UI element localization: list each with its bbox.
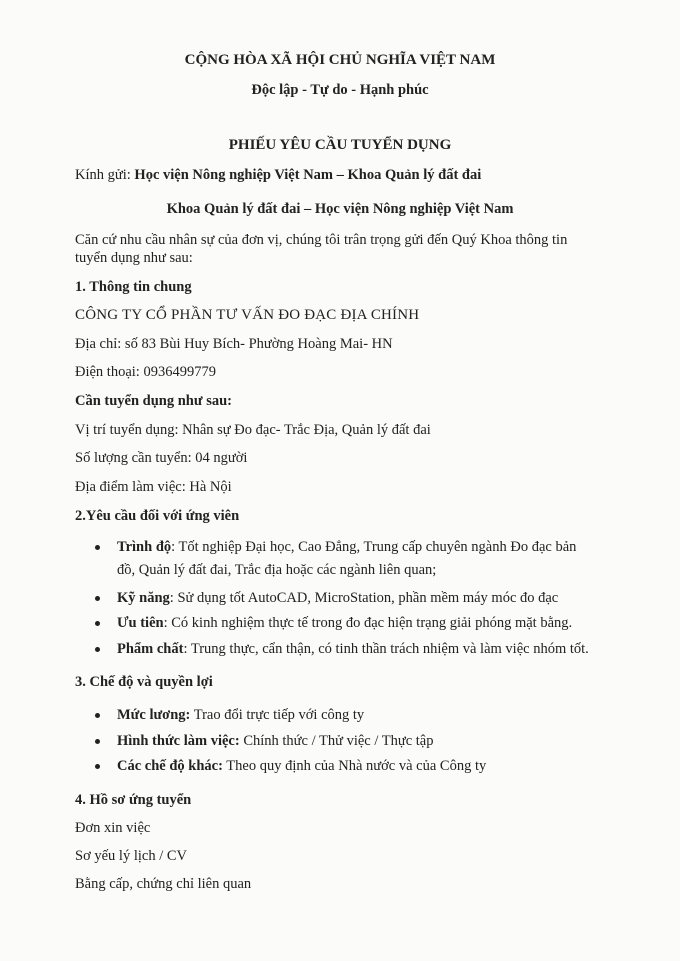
requirement-continuation: đồ, Quản lý đất đai, Trắc địa hoặc các ngành liên quan;	[117, 562, 437, 578]
application-item: Đơn xin việc	[75, 820, 151, 836]
position: Vị trí tuyển dụng: Nhân sự Đo đạc- Trắc Địa, Quản lý đất đai	[75, 422, 431, 438]
requirement-label: Ưu tiên	[117, 615, 164, 631]
recipient-prefix: Kính gửi:	[75, 167, 135, 183]
section1-heading: 1. Thông tin chung	[75, 279, 192, 295]
requirement-text: : Tốt nghiệp Đại học, Cao Đẳng, Trung cấp chuyên ngành Đo đạc bản	[171, 539, 577, 555]
benefit-label: Mức lương:	[117, 707, 191, 723]
requirement-label: Phẩm chất	[117, 641, 184, 657]
requirement-text: : Có kinh nghiệm thực tế trong đo đạc hiện trạng giải phóng mặt bằng.	[163, 615, 573, 631]
recipient-name: Học viện Nông nghiệp Việt Nam – Khoa Quản lý đất đai	[134, 167, 482, 183]
benefit-text: Theo quy định của Nhà nước và của Công ty	[222, 758, 487, 774]
recipient-line	[75, 166, 481, 184]
section2-heading: 2.Yêu cầu đối với ứng viên	[75, 508, 240, 524]
document-title: PHIẾU YÊU CẦU TUYỂN DỤNG	[228, 137, 452, 153]
quantity: Số lượng cần tuyển: 04 người	[75, 450, 248, 466]
application-item: Sơ yếu lý lịch / CV	[75, 848, 187, 864]
intro-line-1: Căn cứ nhu cầu nhân sự của đơn vị, chúng tôi trân trọng gửi đến Quý Khoa thông tin	[75, 232, 568, 248]
requirement-text: : Sử dụng tốt AutoCAD, MicroStation, phần mềm máy móc đo đạc	[169, 590, 559, 606]
company-name: CÔNG TY CỔ PHẦN TƯ VẤN ĐO ĐẠC ĐỊA CHÍNH	[75, 307, 420, 323]
bullet-icon	[95, 647, 100, 652]
bullet-icon	[95, 739, 100, 744]
intro-line-2: tuyển dụng như sau:	[75, 250, 193, 266]
needs-heading: Cần tuyển dụng như sau:	[75, 393, 232, 409]
motto: Độc lập - Tự do - Hạnh phúc	[251, 82, 429, 98]
requirement-text: : Trung thực, cẩn thận, có tinh thần trách nhiệm và làm việc nhóm tốt.	[183, 641, 589, 657]
benefit-label: Hình thức làm việc:	[117, 733, 240, 749]
bullet-icon	[95, 545, 100, 550]
application-item: Bằng cấp, chứng chỉ liên quan	[75, 876, 252, 892]
recipient-line-2: Khoa Quản lý đất đai – Học viện Nông nghiệp Việt Nam	[166, 201, 514, 217]
bullet-icon	[95, 621, 100, 626]
section4-heading: 4. Hồ sơ ứng tuyển	[75, 792, 192, 808]
bullet-icon	[95, 596, 100, 601]
country-header: CỘNG HÒA XÃ HỘI CHỦ NGHĨA VIỆT NAM	[184, 52, 496, 68]
benefit-label: Các chế độ khác:	[117, 758, 223, 774]
bullet-icon	[95, 713, 100, 718]
benefit-text: Trao đổi trực tiếp với công ty	[190, 707, 365, 723]
requirement-label: Trình độ	[117, 539, 172, 555]
section3-heading: 3. Chế độ và quyền lợi	[75, 674, 213, 690]
location: Địa điểm làm việc: Hà Nội	[75, 479, 232, 495]
bullet-icon	[95, 764, 100, 769]
address: Địa chỉ: số 83 Bùi Huy Bích- Phường Hoàng Mai- HN	[75, 336, 393, 352]
requirement-label: Kỹ năng	[117, 590, 170, 606]
phone: Điện thoại: 0936499779	[75, 364, 216, 380]
benefit-text: Chính thức / Thử việc / Thực tập	[239, 733, 434, 749]
